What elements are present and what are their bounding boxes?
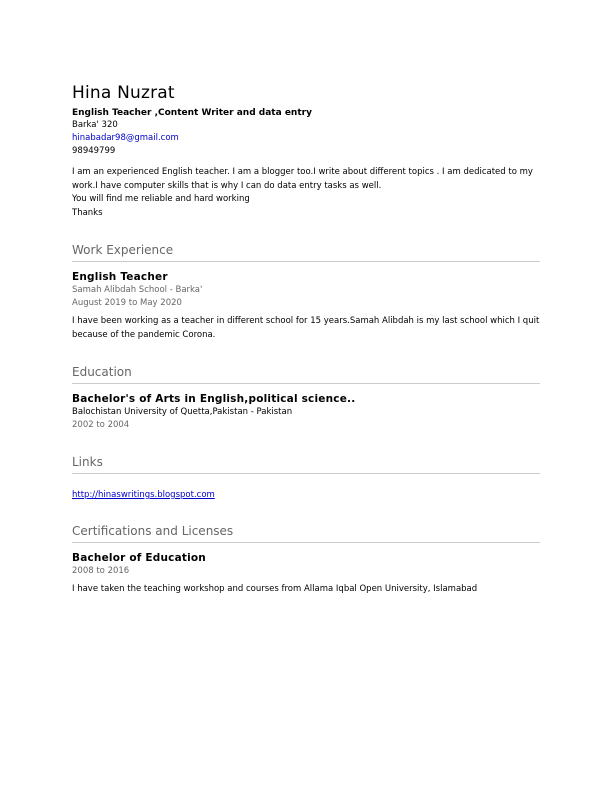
job-description: I have been working as a teacher in different school for 15 years.Samah Alibdah is my last school which I quit because of the pandemic Corona.	[72, 316, 540, 340]
headline: English Teacher ,Content Writer and data entry	[72, 108, 312, 118]
blog-link[interactable]: http://hinaswritings.blogspot.com	[72, 490, 215, 500]
job-company: Samah Alibdah School - Barka'	[72, 285, 203, 295]
candidate-name: Hina Nuzrat	[72, 83, 175, 103]
summary-line: I am an experienced English teacher. I am a blogger too.I write about different topics . I am dedicated to my work.I have computer skills that is why I can do data entry tasks as well.	[72, 167, 533, 191]
certifications-section	[72, 523, 540, 597]
email-link[interactable]: hinabadar98@gmail.com	[72, 133, 179, 143]
location: Barka' 320	[72, 120, 118, 130]
resume-page	[72, 82, 540, 597]
education-dates: 2002 to 2004	[72, 420, 130, 430]
summary-line: You will find me reliable and hard working	[72, 194, 250, 204]
summary-line: Thanks	[72, 207, 103, 218]
degree-title: Bachelor's of Arts in English,political science..	[72, 393, 356, 405]
section-title: Work Experience	[72, 242, 540, 262]
job-title: English Teacher	[72, 271, 168, 283]
job-dates: August 2019 to May 2020	[72, 298, 182, 308]
certification-dates: 2008 to 2016	[72, 566, 130, 576]
links-section	[72, 454, 540, 501]
school-name: Balochistan University of Quetta,Pakistan - Pakistan	[72, 407, 293, 417]
work-experience-section	[72, 242, 540, 342]
education-section	[72, 364, 540, 432]
section-title: Education	[72, 364, 540, 384]
section-title: Links	[72, 454, 540, 474]
certification-name: Bachelor of Education	[72, 552, 206, 564]
phone: 98949799	[72, 146, 116, 156]
section-title: Certifications and Licenses	[72, 523, 540, 543]
summary	[72, 166, 540, 220]
certification-description: I have taken the teaching workshop and courses from Allama Iqbal Open University, Islamabad	[72, 584, 478, 594]
